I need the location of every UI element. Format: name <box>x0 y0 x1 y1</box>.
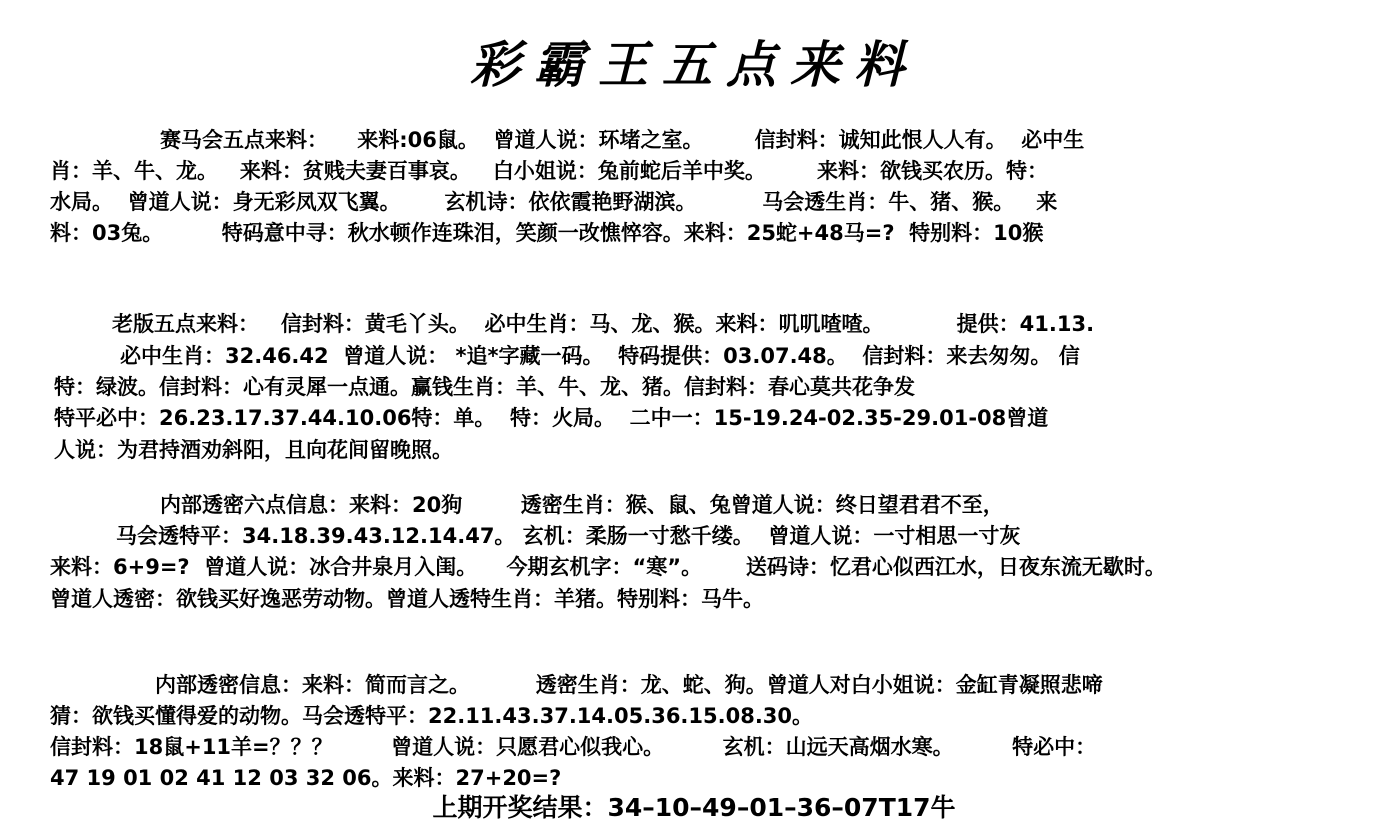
section-1-line-3: 水局。 曾道人说：身无彩凤双飞翼。 玄机诗：依依霞艳野湖滨。 马会透生肖：牛、猪、猴。 来 <box>50 190 1058 214</box>
section-4-line-1: 内部透密信息：来料：简而言之。 透密生肖：龙、蛇、狗。曾道人对白小姐说：金缸青凝照悲啼 <box>155 673 1103 697</box>
section-4-line-3: 信封料：18鼠+11羊=？？？ 曾道人说：只愿君心似我心。 玄机：山远天高烟水寒。 特必中： <box>50 735 1097 759</box>
last-draw-result: 上期开奖结果：34–10–49–01–36–07T17牛 <box>432 793 956 822</box>
section-2-line-3: 特：绿波。信封料：心有灵犀一点通。赢钱生肖：羊、牛、龙、猪。信封料：春心莫共花争发 <box>54 375 915 399</box>
section-3-line-1: 内部透密六点信息：来料：20狗 透密生肖：猴、鼠、兔曾道人说：终日望君君不至， <box>160 493 1004 517</box>
page-title: 彩霸王五点来料 <box>470 35 918 94</box>
section-2-line-2: 必中生肖：32.46.42 曾道人说： *追*字藏一码。 特码提供：03.07.48。 信封料：来去匆匆。 信 <box>120 344 1080 368</box>
section-3-line-3: 来料：6+9=? 曾道人说：冰合井泉月入闺。 今期玄机字：“寒”。 送码诗：忆君心似西江水，日夜东流无歇时。 <box>50 555 1166 579</box>
section-3-line-2: 马会透特平：34.18.39.43.12.14.47。 玄机：柔肠一寸愁千缕。 曾道人说：一寸相思一寸灰 <box>116 524 1021 548</box>
section-2-line-5: 人说：为君持酒劝斜阳，且向花间留晚照。 <box>54 438 453 462</box>
section-1-line-1: 赛马会五点来料： 来料:06鼠。 曾道人说：环堵之室。 信封料：诚知此恨人人有。 必中生 <box>160 128 1085 152</box>
section-1-line-4: 料：03兔。 特码意中寻：秋水顿作连珠泪，笑颜一改憔悴容。来料：25蛇+48马=? 特别料：10猴 <box>50 221 1044 245</box>
section-4-line-4: 47 19 01 02 41 12 03 32 06。来料：27+20=? <box>50 766 562 790</box>
section-2-line-4: 特平必中：26.23.17.37.44.10.06特：单。 特：火局。 二中一：15-19.24-02.35-29.01-08曾道 <box>54 406 1049 430</box>
section-3-line-4: 曾道人透密：欲钱买好逸恶劳动物。曾道人透特生肖：羊猪。特别料：马牛。 <box>50 587 764 611</box>
section-1-line-2: 肖：羊、牛、龙。 来料：贫贱夫妻百事哀。 白小姐说：兔前蛇后羊中奖。 来料：欲钱买农历。特： <box>50 159 1049 183</box>
section-4-line-2: 猜：欲钱买懂得爱的动物。马会透特平：22.11.43.37.14.05.36.15.08.30。 <box>50 704 814 728</box>
section-2-line-1: 老版五点来料： 信封料：黄毛丫头。 必中生肖：马、龙、猴。来料：叽叽喳喳。 提供：41.13. <box>112 312 1095 336</box>
